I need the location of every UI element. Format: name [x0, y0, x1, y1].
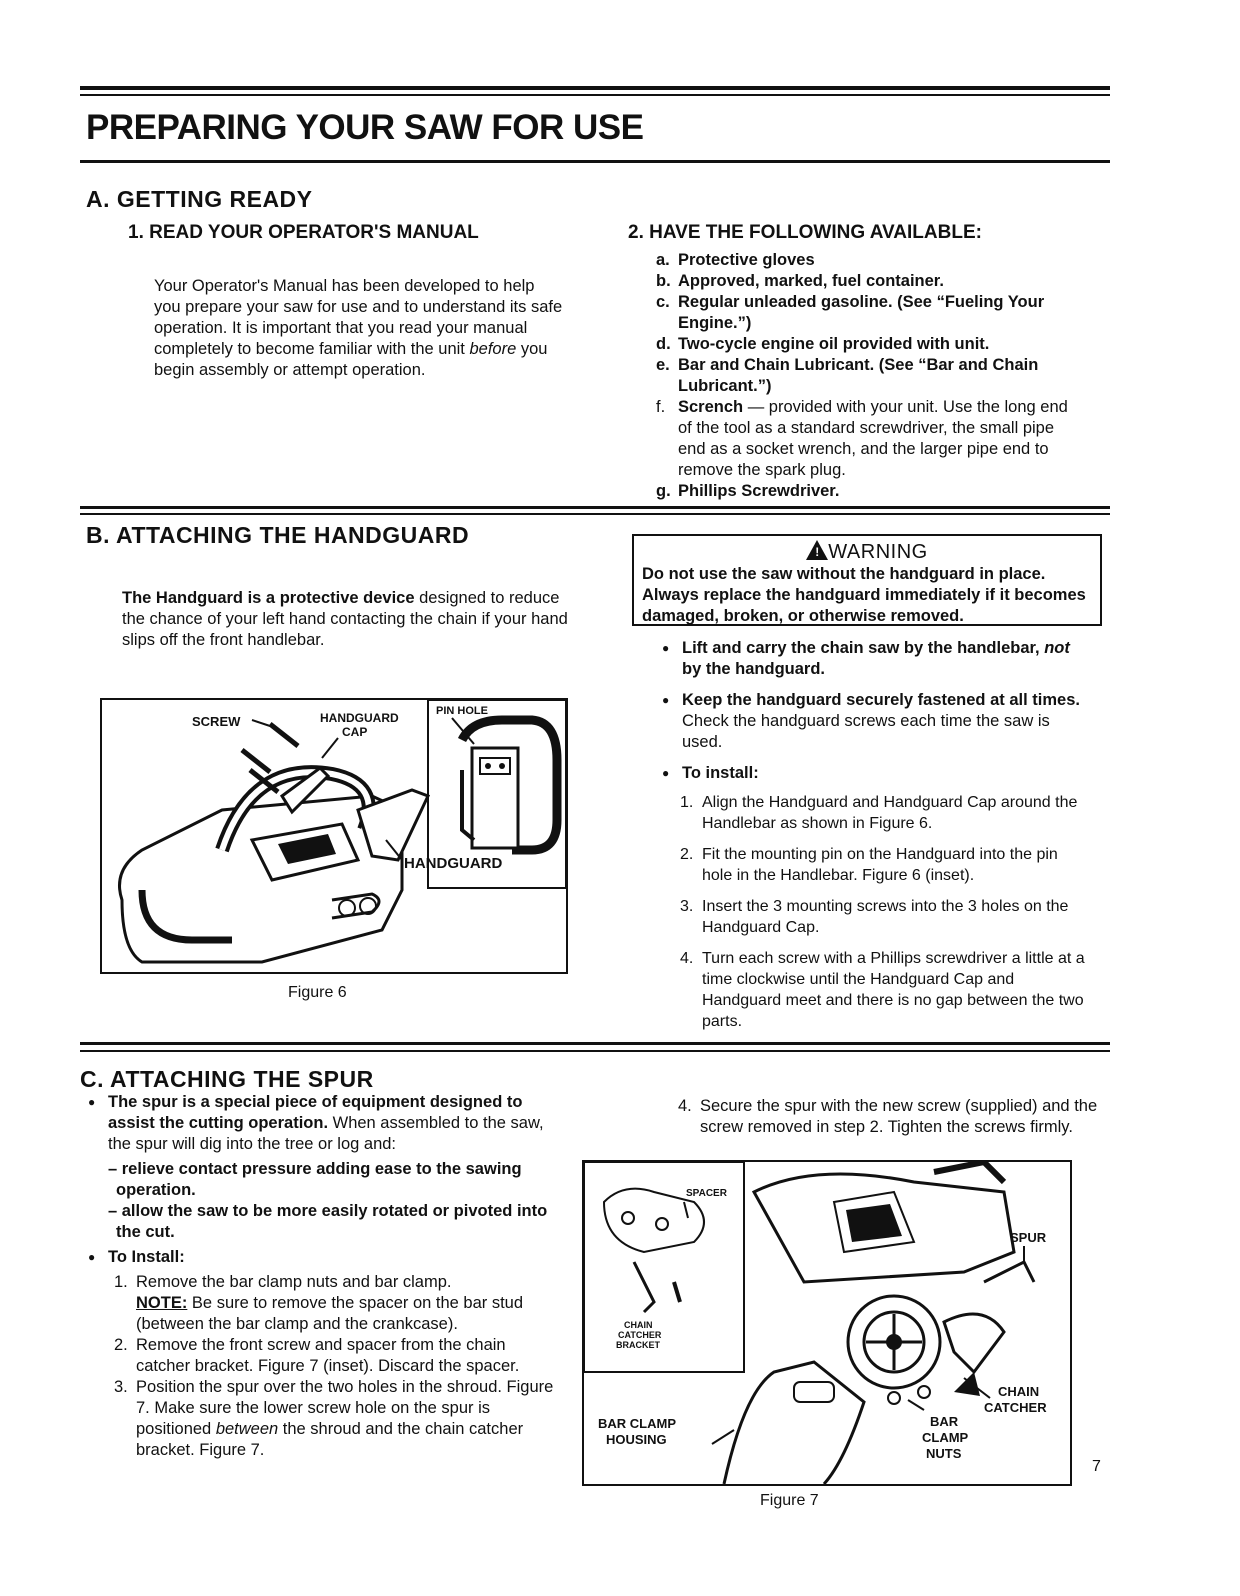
- bullet-text: Check the handguard screws each time the saw is used.: [682, 712, 1050, 751]
- bullet-bold: The spur is a special piece of equipment designed to assist the cutting operation.: [108, 1093, 523, 1132]
- item-marker: f.: [656, 398, 666, 416]
- note-label: NOTE:: [136, 1294, 188, 1312]
- warning-triangle-icon: !: [806, 540, 828, 560]
- intro-bold: The Handguard is a protective device: [122, 589, 415, 607]
- item-text: Approved, marked, fuel container.: [678, 272, 944, 290]
- step-item: [680, 792, 1090, 834]
- title-underline: [80, 160, 1110, 163]
- warning-title: [642, 540, 1092, 564]
- label-bar-clamp-housing-1: BAR CLAMP: [598, 1416, 676, 1431]
- item-bold: Scrench: [678, 398, 744, 416]
- step-text-2: the shroud and the chain catcher bracket. Figure 7.: [136, 1420, 524, 1459]
- top-rule-thick: [80, 86, 1110, 90]
- step-item: [114, 1377, 560, 1461]
- step-text: Fit the mounting pin on the Handguard into the pin hole in the Handlebar. Figure 6 (inset).: [702, 846, 1058, 884]
- item-text: Regular unleaded gasoline. (See “Fueling Your Engine.”): [678, 293, 1045, 332]
- label-handguard: HANDGUARD: [404, 855, 503, 872]
- label-chain-catcher-bracket-2: CATCHER: [618, 1330, 662, 1340]
- handguard-bullets: [660, 638, 1090, 1042]
- section-a-sub2-heading: 2. HAVE THE FOLLOWING AVAILABLE:: [628, 222, 982, 243]
- figure-7-caption: Figure 7: [760, 1492, 819, 1509]
- section-b-rule-thin: [80, 513, 1110, 515]
- dash-item-2: – allow the saw to be more easily rotated or pivoted into the cut.: [108, 1202, 548, 1241]
- item-text: Protective gloves: [678, 251, 815, 269]
- step-emphasis: between: [215, 1420, 279, 1438]
- list-item: [656, 397, 1086, 481]
- step-text: Turn each screw with a Phillips screwdriver a little at a time clockwise until the Handguard Cap and Handguard meet and there is no gap between the two parts.: [702, 950, 1085, 1030]
- sub1-text-part2: you begin assembly or attempt operation.: [154, 340, 548, 379]
- label-screw: SCREW: [192, 714, 241, 729]
- figure-6-drawing: [102, 700, 566, 972]
- handguard-intro: [122, 588, 570, 651]
- section-c-rule-thick: [80, 1042, 1110, 1045]
- section-a-sub1-heading: 1. READ YOUR OPERATOR'S MANUAL: [128, 222, 479, 243]
- step-text: Remove the front screw and spacer from the chain catcher bracket. Figure 7 (inset). Discard the spacer.: [136, 1336, 520, 1375]
- step-item: [114, 1335, 560, 1377]
- step-marker: 4.: [678, 1097, 692, 1115]
- list-item: [656, 481, 1086, 502]
- label-chain-catcher-bracket-3: BRACKET: [616, 1340, 660, 1350]
- step-marker: 1.: [680, 794, 694, 811]
- step-text: Secure the spur with the new screw (supplied) and the screw removed in step 2. Tighten the screws firmly.: [700, 1097, 1098, 1136]
- warning-title-text: WARNING: [828, 541, 928, 563]
- spur-bullets: [86, 1092, 560, 1471]
- step-item: [680, 896, 1090, 938]
- bullet-item: [86, 1092, 560, 1243]
- sub1-text-part1: Your Operator's Manual has been developed to help you prepare your saw for use and to understand its safe operation. It is important that you read your manual completely to become familiar with the unit: [154, 277, 563, 358]
- figure-7-drawing: [584, 1162, 1070, 1484]
- step-text: Insert the 3 mounting screws into the 3 holes on the Handguard Cap.: [702, 898, 1069, 936]
- available-items-list: [656, 250, 1086, 502]
- bullet-item: [660, 638, 1090, 680]
- section-a-heading: A. GETTING READY: [86, 186, 313, 212]
- step-marker: 3.: [114, 1378, 128, 1396]
- warning-box: [632, 534, 1102, 626]
- bullet-bold: To install:: [682, 764, 759, 782]
- label-handguard-cap-2: CAP: [342, 725, 368, 739]
- label-chain-catcher-bracket-1: CHAIN: [624, 1320, 653, 1330]
- bullet-bold: Keep the handguard securely fastened at all times.: [682, 691, 1080, 709]
- top-rule-thin: [80, 94, 1110, 96]
- label-chain-catcher-1: CHAIN: [998, 1384, 1040, 1399]
- list-item: [656, 355, 1086, 397]
- figure-6: [100, 698, 568, 974]
- item-marker: c.: [656, 293, 670, 311]
- bullet-item: [660, 690, 1090, 753]
- section-a-sub1-text: [154, 276, 564, 381]
- step-marker: 2.: [114, 1336, 128, 1354]
- label-chain-catcher-2: CATCHER: [984, 1400, 1047, 1415]
- note-text: Be sure to remove the spacer on the bar stud (between the bar clamp and the crankcase).: [136, 1294, 524, 1333]
- dash-item-1: – relieve contact pressure adding ease to the sawing operation.: [108, 1160, 522, 1199]
- item-text: Bar and Chain Lubricant. (See “Bar and Chain Lubricant.”): [678, 356, 1039, 395]
- bullet-bold: Lift and carry the chain saw by the handlebar,: [682, 639, 1045, 657]
- install-steps: [680, 792, 1090, 1032]
- label-handguard-cap-1: HANDGUARD: [320, 711, 399, 725]
- step-item: [680, 844, 1090, 886]
- item-marker: b.: [656, 272, 671, 290]
- label-bar-clamp-nuts-2: CLAMP: [922, 1430, 969, 1445]
- step-item: [114, 1272, 560, 1335]
- page-title: PREPARING YOUR SAW FOR USE: [86, 108, 644, 147]
- step-text: Remove the bar clamp nuts and bar clamp.: [136, 1273, 452, 1291]
- item-marker: e.: [656, 356, 670, 374]
- step-marker: 1.: [114, 1273, 128, 1291]
- item-marker: a.: [656, 251, 670, 269]
- step-marker: 3.: [680, 898, 694, 915]
- label-bar-clamp-nuts-3: NUTS: [926, 1446, 962, 1461]
- list-item: [656, 271, 1086, 292]
- item-text: Phillips Screwdriver.: [678, 482, 840, 500]
- intro-rest: designed to reduce the chance of your left hand contacting the chain if your hand slips off the front handlebar.: [122, 589, 568, 649]
- section-b-rule-thick: [80, 506, 1110, 509]
- step-item: [680, 948, 1090, 1032]
- label-spacer: SPACER: [686, 1188, 727, 1199]
- bullet-item: [660, 763, 1090, 1032]
- list-item: [656, 250, 1086, 271]
- step-text: Position the spur over the two holes in the shroud. Figure 7. Make sure the lower screw hole on the spur is positioned: [136, 1378, 554, 1438]
- spur-steps: [114, 1272, 560, 1461]
- item-marker: d.: [656, 335, 671, 353]
- spur-step-4: [678, 1096, 1098, 1138]
- step-marker: 4.: [680, 950, 694, 967]
- label-pin-hole: PIN HOLE: [436, 705, 488, 717]
- section-c-rule-thin: [80, 1050, 1110, 1052]
- bullet-text: When assembled to the saw, the spur will dig into the tree or log and:: [108, 1114, 544, 1153]
- list-item: [656, 334, 1086, 355]
- figure-7: [582, 1160, 1072, 1486]
- bullet-emphasis: not: [1044, 639, 1070, 657]
- warning-text: Do not use the saw without the handguard in place. Always replace the handguard immediately if it becomes damaged, broken, or otherwise removed.: [642, 565, 1086, 625]
- figure-6-caption: Figure 6: [288, 984, 347, 1001]
- page-number: 7: [1092, 1458, 1101, 1475]
- item-text: Two-cycle engine oil provided with unit.: [678, 335, 990, 353]
- item-text: — provided with your unit. Use the long end of the tool as a standard screwdriver, the small pipe end as a socket wrench, and the larger pipe end to remove the spark plug.: [678, 398, 1068, 479]
- section-b-heading: B. ATTACHING THE HANDGUARD: [86, 522, 470, 548]
- label-spur: SPUR: [1010, 1230, 1047, 1245]
- bullet-bold-2: by the handguard.: [682, 660, 826, 678]
- label-bar-clamp-nuts-1: BAR: [930, 1414, 959, 1429]
- item-marker: g.: [656, 482, 671, 500]
- step-marker: 2.: [680, 846, 694, 863]
- bullet-bold: To Install:: [108, 1248, 185, 1266]
- sub1-text-emphasis: before: [469, 340, 517, 358]
- step-text: Align the Handguard and Handguard Cap around the Handlebar as shown in Figure 6.: [702, 794, 1078, 832]
- label-bar-clamp-housing-2: HOUSING: [606, 1432, 667, 1447]
- list-item: [656, 292, 1086, 334]
- section-c-heading: C. ATTACHING THE SPUR: [80, 1066, 374, 1092]
- bullet-item: [86, 1247, 560, 1461]
